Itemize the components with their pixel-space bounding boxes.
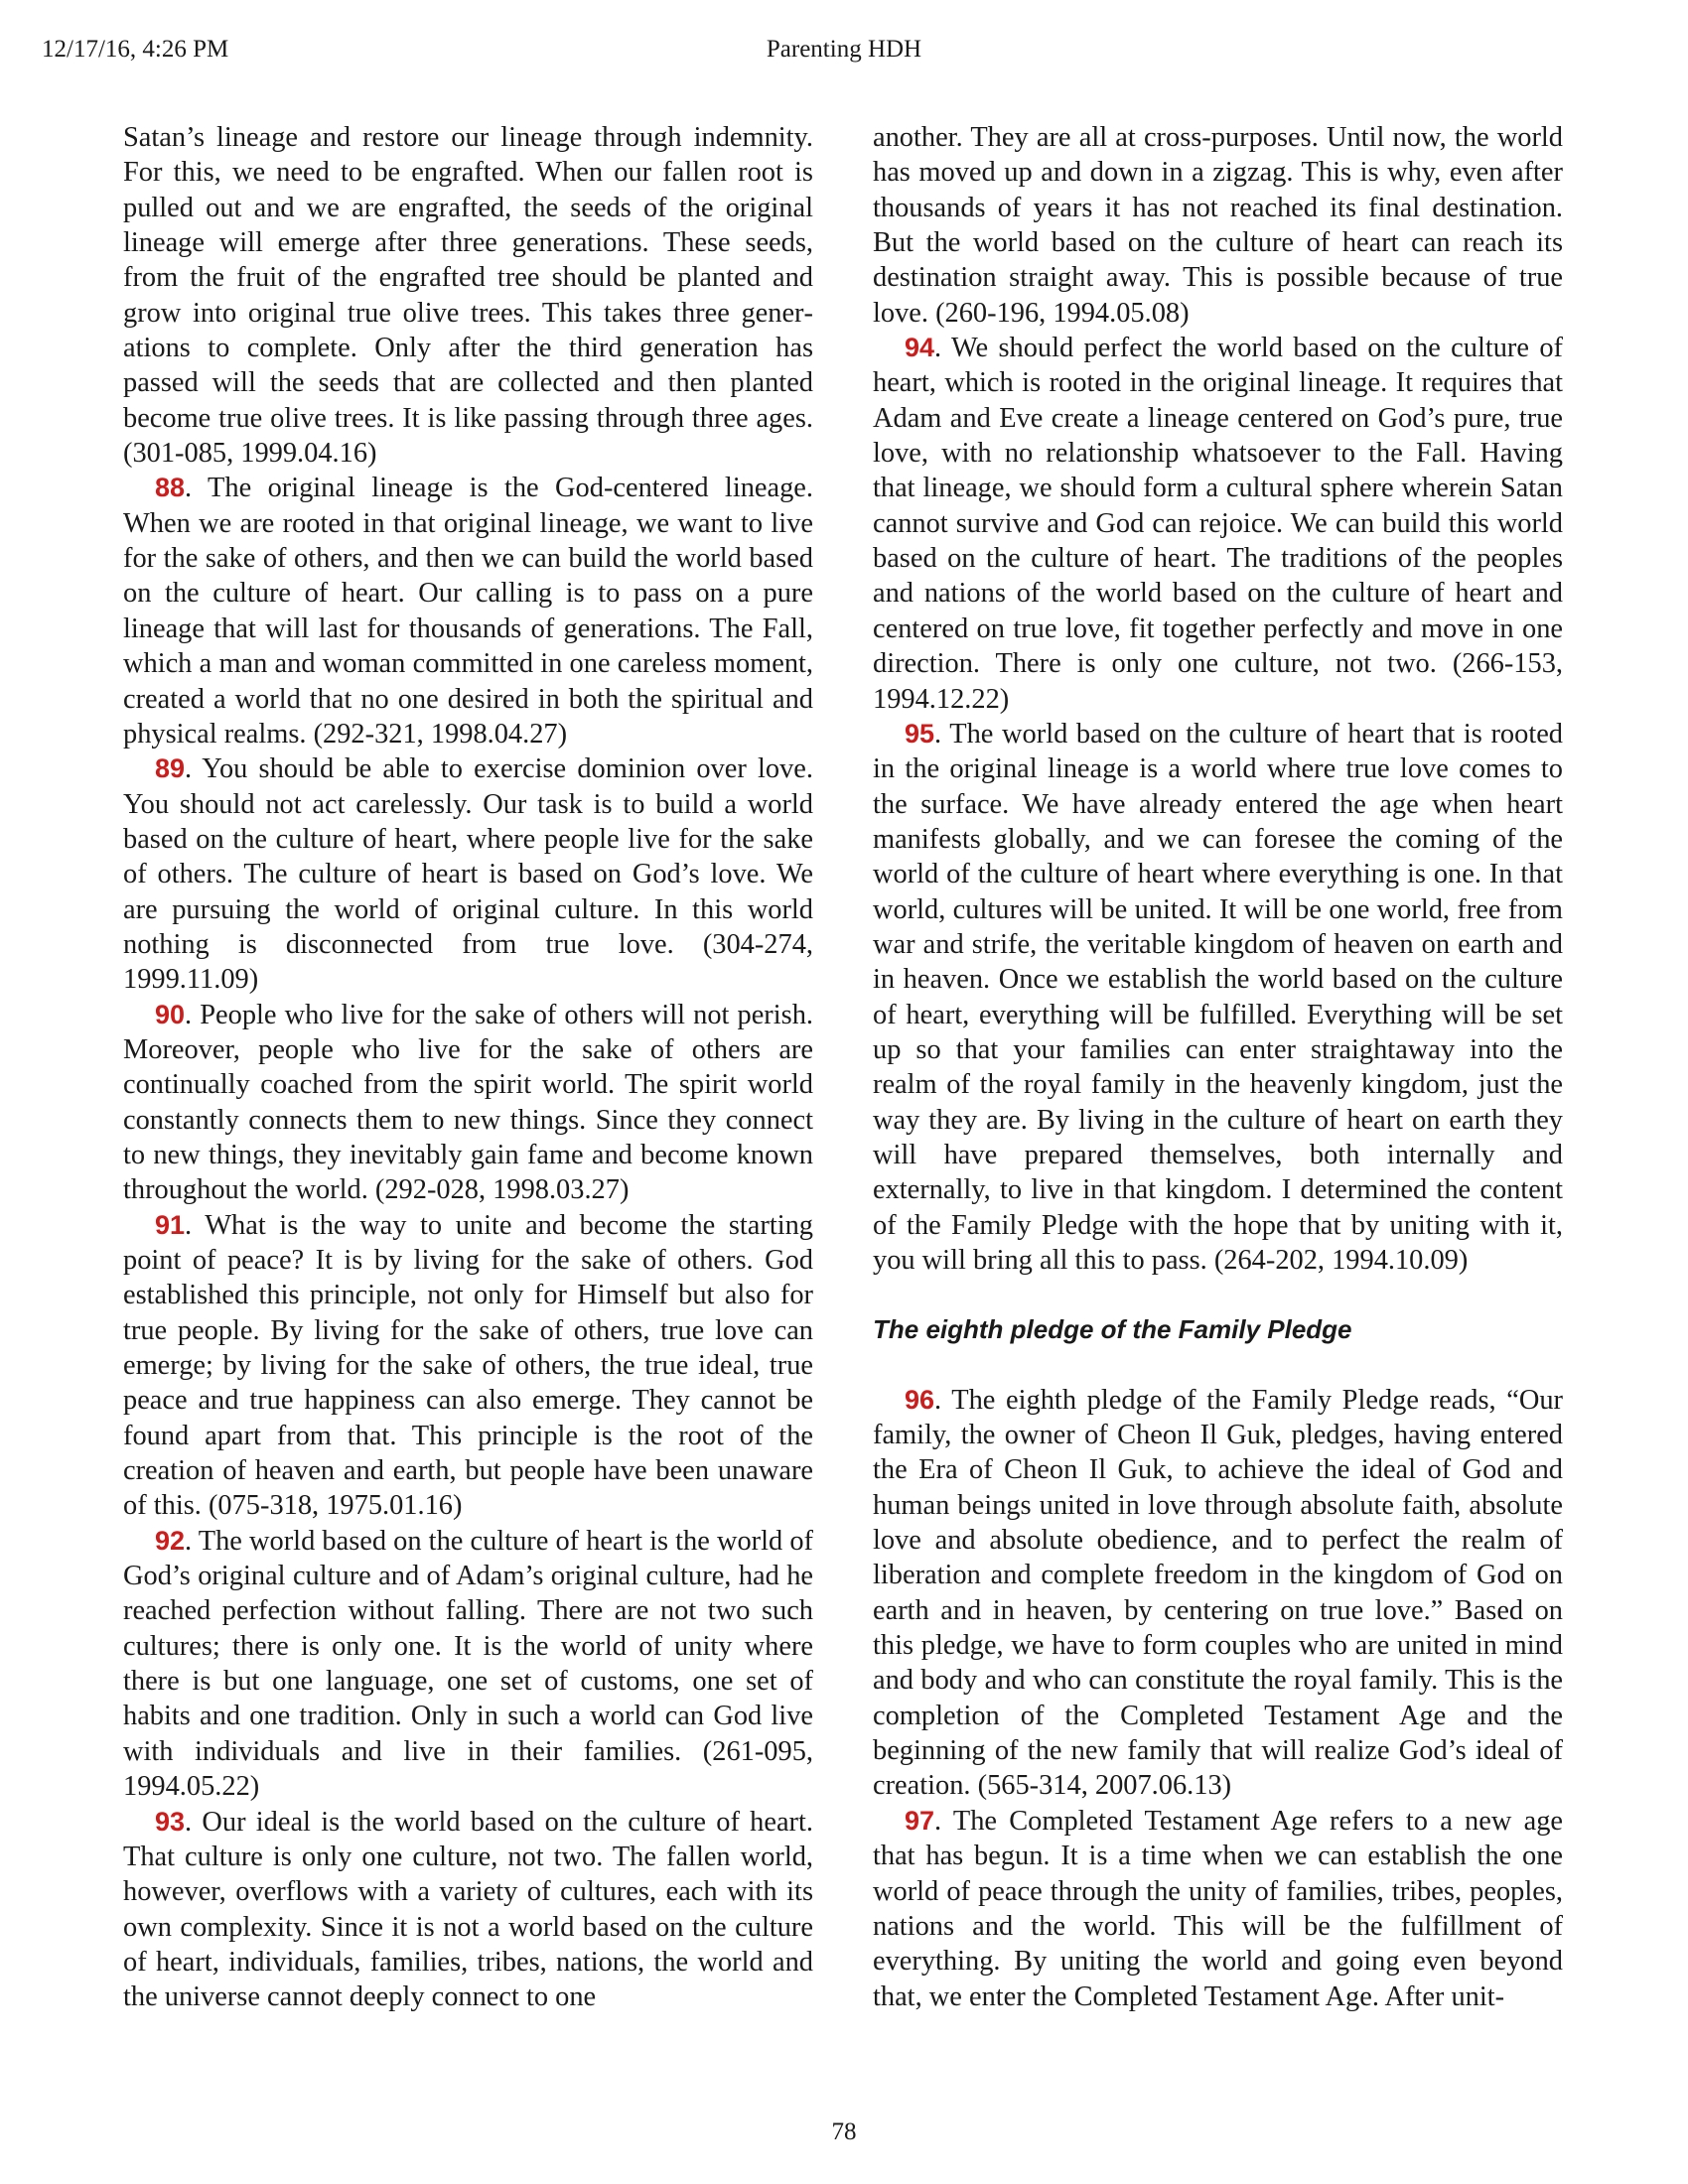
paragraph-number: 94	[905, 333, 935, 363]
paragraph-text: . The world based on the culture of heart is the world of God’s original culture and of Adam’s original culture, had he reached perfection without falling. There are not two such cultures; there is only one. It is the world of unity where there is but one language, one set of customs, one set of habits and one tradition. Only in such a world can God live with individuals and live in their families. (261-095, 1994.05.22)	[123, 1525, 813, 1803]
paragraph	[123, 471, 813, 751]
paragraph-text: . People who live for the sake of others will not perish. Moreover, people who live for the sake of others are continually coached from the spirit world. The spirit world constantly connects them to new things. Since they connect to new things, they inevitably gain fame and become known throughout the world. (292-028, 1998.03.27)	[123, 999, 813, 1206]
page-number: 78	[831, 2118, 857, 2145]
paragraph	[123, 751, 813, 997]
paragraph	[123, 1524, 813, 1805]
paragraph-text: . You should be able to exercise dominion over love. You should not act carelessly. Our task is to build a world based on the culture of heart, where people live for the sake of others. The culture of heart is based on God’s love. We are pursuing the world of original culture. In this world nothing is disconnected from true love. (304-274, 1999.11.09)	[123, 753, 813, 996]
paragraph-number: 91	[155, 1209, 186, 1240]
paragraph-text: . The original lineage is the God-centered lineage. When we are rooted in that original lineage, we want to live for the sake of others, and then we can build the world based on the culture of heart. Our calling is to pass on a pure lineage that will last for thousands of generations. The Fall, which a man and woman committed in one careless moment, created a world that no one desired in both the spiritual and physical realms. (292-321, 1998.04.27)	[123, 473, 813, 750]
paragraph-text: . We should perfect the world based on the culture of heart, which is rooted in the original lineage. It requires that Adam and Eve create a lineage centered on God’s pure, true love, with no relationship whatsoever to the Fall. Having that lineage, we should form a cultural sphere wherein Satan cannot survive and God can rejoice. We can build this world based on the culture of heart. The traditions of the peoples and nations of the world based on the culture of heart and centered on true love, fit together perfectly and move in one direction. There is only one culture, not two. (266-153, 1994.12.22)	[873, 333, 1563, 715]
paragraph-number: 88	[155, 473, 186, 503]
paragraph	[123, 120, 813, 471]
paragraph	[123, 1208, 813, 1524]
right-column	[873, 120, 1563, 2014]
paragraph	[873, 331, 1563, 717]
section-heading: The eighth pledge of the Family Pledge	[873, 1314, 1352, 1345]
paragraph-number: 95	[905, 718, 935, 749]
paragraph-number: 92	[155, 1525, 186, 1556]
paragraph-text: . The eighth pledge of the Family Pledge reads, “Our family, the owner of Cheon Il Guk, pledges, having entered the Era of Cheon Il Guk, to achieve the ideal of God and human beings united in love through absolute faith, absolute love and absolute obedience, and to perfect the realm of liberation and complete freedom in the kingdom of God on earth and in heaven, by centering on true love.” Based on this pledge, we have to form couples who are united in mind and body and who can constitute the royal family. This is the completion of the Completed Testament Age and the beginning of the new family that will realize God’s ideal of creation. (565-314, 2007.06.13)	[873, 1384, 1563, 1802]
paragraph-text: . Our ideal is the world based on the culture of heart. That culture is only one culture, not two. The fallen world, however, overflows with a variety of cultures, each with its own complexity. Since it is not a world based on the culture of heart, individuals, families, tribes, nations, the world and the universe cannot deeply connect to one	[123, 1806, 813, 2013]
paragraph-number: 90	[155, 999, 186, 1029]
paragraph	[123, 998, 813, 1208]
paragraph	[873, 1383, 1563, 1804]
paragraph-text: . The world based on the culture of heart that is rooted in the original lineage is a world where true love comes to the surface. We have already entered the age when heart manifests globally, and we can foresee the coming of the world of the culture of heart where everything is one. In that world, cultures will be united. It will be one world, free from war and strife, the veritable kingdom of heaven on earth and in heaven. Once we establish the world based on the culture of heart, everything will be fulfilled. Everything will be set up so that your families can enter straightaway into the realm of the royal family in the heavenly kingdom, just the way they are. By living in the culture of heart on earth they will have prepared themselves, both internally and externally, to live in that kingdom. I determined the content of the Family Pledge with the hope that by uniting with it, you will bring all this to pass. (264-202, 1994.10.09)	[873, 718, 1563, 1276]
paragraph-text: . The Completed Testament Age refers to a new age that has begun. It is a time when we can establish the one world of peace through the unity of families, tribes, peoples, nations and the world. This will be the fulfillment of everything. By uniting the world and going even beyond that, we enter the Completed Testament Age. After unit-	[873, 1805, 1563, 2012]
document-title: Parenting HDH	[766, 36, 922, 63]
paragraph-number: 97	[905, 1805, 935, 1836]
paragraph-text: . What is the way to unite and become the starting point of peace? It is by living for the sake of others. God established this principle, not only for Himself but also for true people. By living for the sake of others, true love can emerge; by living for the sake of others, the true ideal, true peace and true happiness can also emerge. They cannot be found apart from that. This principle is the root of the creation of heaven and earth, but people have been unaware of this. (075-318, 1975.01.16)	[123, 1209, 813, 1522]
print-datetime: 12/17/16, 4:26 PM	[42, 36, 229, 63]
paragraph	[873, 717, 1563, 1279]
paragraph-text: another. They are all at cross-purposes. Until now, the world has moved up and down in a zigzag. This is why, even after thousands of years it has not reached its final destination. But the world based on the culture of heart can reach its destination straight away. This is possible because of true love. (260-196, 1994.05.08)	[873, 122, 1563, 329]
paragraph	[123, 1805, 813, 2015]
paragraph	[873, 1804, 1563, 2014]
paragraph	[873, 120, 1563, 331]
left-column	[123, 120, 813, 2015]
paragraph-number: 96	[905, 1384, 935, 1415]
paragraph-number: 93	[155, 1806, 186, 1837]
paragraph-number: 89	[155, 753, 186, 784]
paragraph-text: Satan’s lineage and restore our lineage through indemnity. For this, we need to be engrafted. When our fallen root is pulled out and we are engrafted, the seeds of the original lineage will emerge after three generations. These seeds, from the fruit of the engrafted tree should be planted and grow into original true olive trees. This takes three generations to complete. Only after the third generation has passed will the seeds that are collected and then planted become true olive trees. It is like passing through three ages. (301-085, 1999.04.16)	[123, 122, 813, 470]
